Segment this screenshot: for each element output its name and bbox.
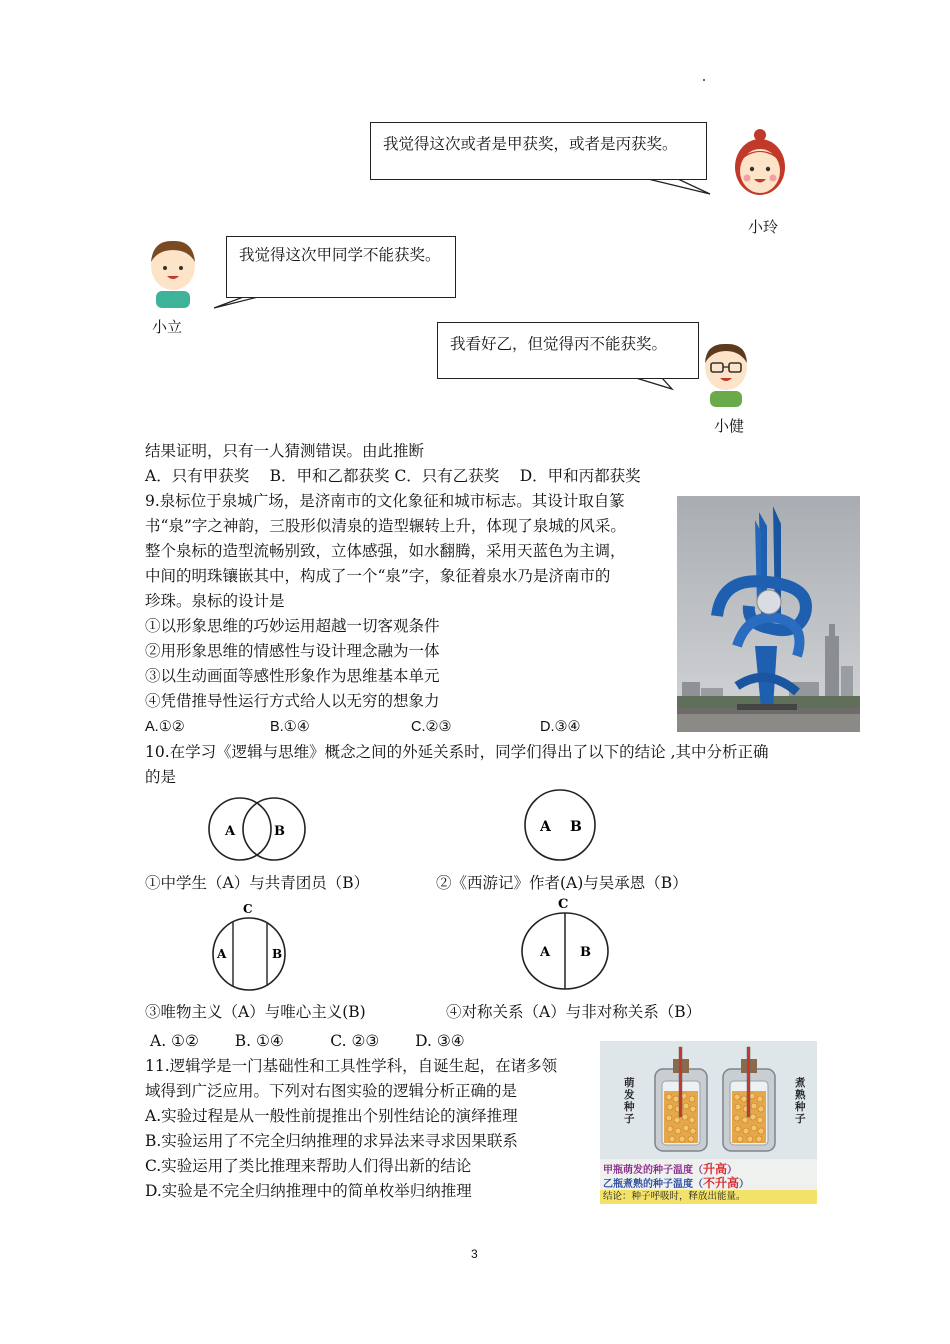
diagram-label-b: B	[570, 819, 582, 835]
page-number: 3	[471, 1247, 478, 1261]
q9-line-4: 中间的明珠镶嵌其中，构成了一个“泉”字，象征着泉水乃是济南市的	[145, 567, 611, 585]
diagram-label-c: C	[558, 897, 569, 912]
diagram-identity	[520, 785, 600, 865]
diagram-circle-ab	[525, 790, 595, 860]
diagram-label-a: A	[540, 819, 551, 835]
q10-caption-2: ②《西游记》作者(A)与吴承恩（B）	[436, 874, 688, 892]
diagram-label-a: A	[217, 947, 227, 961]
q10-stem-line-1: 10.在学习《逻辑与思维》概念之间的外延关系时，同学们得出了以下的结论 ,其中分析正确	[145, 743, 769, 761]
q11-option-c: C.实验运用了类比推理来帮助人们得出新的结论	[145, 1157, 472, 1175]
bubble-text-xiaoli: 我觉得这次甲同学不能获奖。	[239, 246, 441, 264]
q9-item-4: ④凭借推导性运行方式给人以无穷的想象力	[145, 692, 440, 710]
left-bottle-label: 萌发种子	[624, 1077, 635, 1125]
q9-line-1: 9.泉标位于泉城广场，是济南市的文化象征和城市标志。其设计取自篆	[145, 492, 625, 510]
top-dot	[703, 79, 705, 81]
result-row-1-text: 甲瓶萌发的种子温度（	[603, 1165, 703, 1176]
name-xiaojian: 小健	[714, 417, 745, 435]
bubble-text-xiaojian: 我看好乙，但觉得丙不能获奖。	[450, 335, 668, 353]
q10-caption-4: ④对称关系（A）与非对称关系（B）	[446, 1003, 702, 1021]
result-row-2-end: ）	[739, 1179, 750, 1190]
speech-bubble-xiaojian	[437, 322, 699, 379]
q11-option-b: B.实验运用了不完全归纳推理的求异法来寻求因果联系	[145, 1132, 518, 1150]
diagram-label-c: C	[243, 902, 253, 916]
q9-option-d: D.③④	[540, 719, 581, 735]
diagram-label-b: B	[274, 824, 285, 839]
diagram-contradictory	[518, 893, 612, 995]
result-row-1-value: 升高	[703, 1162, 728, 1176]
q9-option-a: A.①②	[145, 719, 185, 735]
speech-bubble-xiaoling	[370, 122, 707, 180]
girl-avatar	[733, 129, 787, 201]
diagram-intersect	[190, 795, 314, 865]
name-xiaoli: 小立	[152, 318, 183, 336]
q10-stem-line-2: 的是	[145, 768, 177, 786]
boy-glasses-avatar	[702, 341, 750, 407]
q9-line-2: 书“泉”字之神韵，三股形似清泉的造型辗转上升，体现了泉城的风采。	[145, 517, 626, 535]
q9-option-b: B.①④	[270, 719, 310, 735]
q9-item-3: ③以生动画面等感性形象作为思维基本单元	[145, 667, 440, 685]
speech-bubble-xiaoli	[226, 236, 456, 298]
q9-line-3: 整个泉标的造型流畅别致，立体感强，如水翻腾，采用天蓝色为主调，	[145, 542, 626, 560]
diagram-contrary	[203, 900, 293, 995]
result-row-2	[603, 1174, 749, 1191]
q8-result: 结果证明，只有一人猜测错误。由此推断	[145, 442, 425, 460]
q10-caption-3: ③唯物主义（A）与唯心主义(B)	[145, 1003, 366, 1021]
quanbiao-statue-photo	[677, 496, 860, 732]
q9-option-c: C.②③	[411, 719, 452, 735]
boy-avatar	[148, 238, 198, 308]
result-rows	[600, 1159, 817, 1190]
right-bottle-label: 煮熟种子	[795, 1077, 806, 1125]
q8-options: A．只有甲获奖 B．甲和乙都获奖 C．只有乙获奖 D．甲和丙都获奖	[145, 467, 641, 485]
result-row-1-end: ）	[727, 1165, 738, 1176]
q9-line-5: 珍珠。泉标的设计是	[145, 592, 285, 610]
diagram-label-a: A	[540, 945, 551, 960]
q11-option-d: D.实验是不完全归纳推理中的简单枚举归纳推理	[145, 1182, 472, 1200]
q10-caption-1: ①中学生（A）与共青团员（B）	[145, 874, 370, 892]
q11-line-2: 域得到广泛应用。下列对右图实验的逻辑分析正确的是	[145, 1082, 518, 1100]
diagram-circle-a	[209, 798, 271, 860]
diagram-label-b: B	[580, 945, 591, 960]
name-xiaoling: 小玲	[748, 218, 779, 236]
result-row-2-text: 乙瓶煮熟的种子温度（	[603, 1179, 703, 1190]
q11-option-a: A.实验过程是从一般性前提推出个别性结论的演绎推理	[145, 1107, 518, 1125]
q9-item-1: ①以形象思维的巧妙运用超越一切客观条件	[145, 617, 440, 635]
q11-line-1: 11.逻辑学是一门基础性和工具性学科，自诞生起，在诸多领	[145, 1057, 558, 1075]
diagram-label-b: B	[272, 947, 283, 961]
seed-experiment-figure	[600, 1041, 817, 1204]
bubble-text-xiaoling: 我觉得这次或者是甲获奖，或者是丙获奖。	[383, 135, 678, 153]
diagram-label-a: A	[225, 824, 236, 839]
q9-item-2: ②用形象思维的情感性与设计理念融为一体	[145, 642, 440, 660]
conclusion-bar: 结论：种子呼吸时，释放出能量。	[600, 1190, 817, 1204]
result-row-2-value: 不升高	[703, 1176, 740, 1190]
q10-options: A. ①② B. ①④ C. ②③ D. ③④	[150, 1032, 465, 1050]
